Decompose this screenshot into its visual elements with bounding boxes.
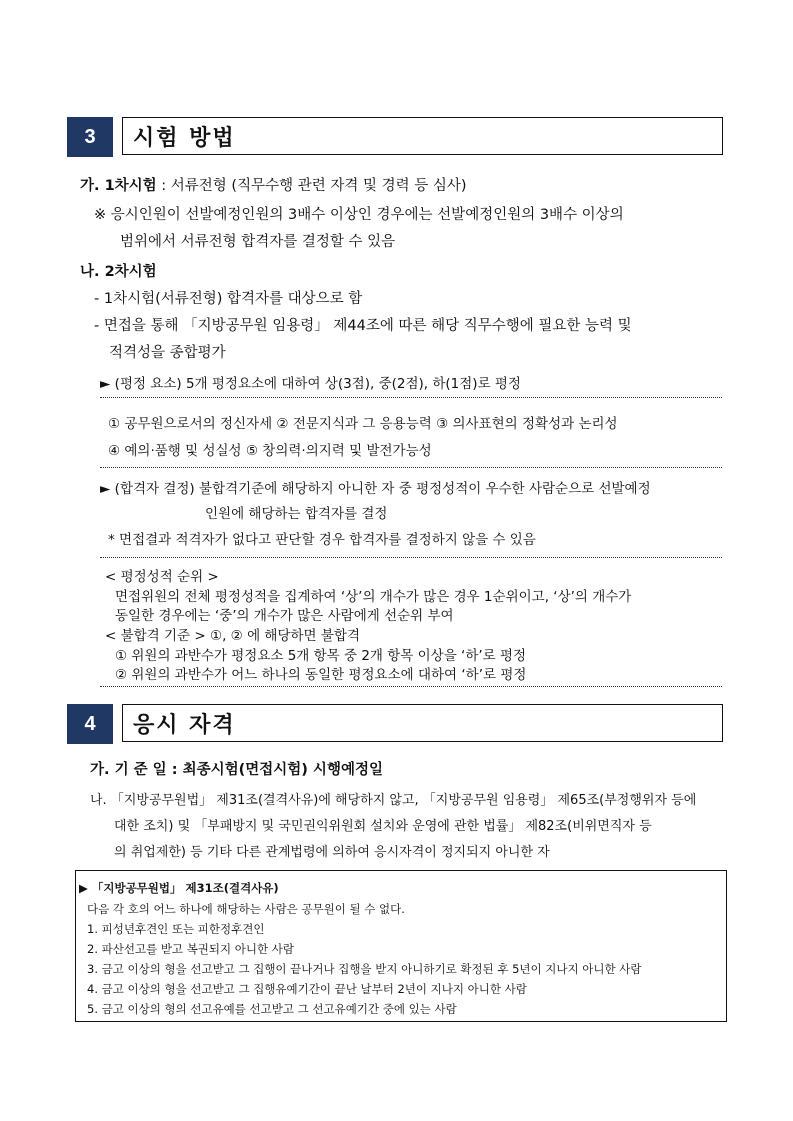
- fail-text: ① 위원의 과반수가 평정요소 5개 항목 중 2개 항목 이상을 ‘하’로 평정: [115, 648, 527, 664]
- dotted-divider: [100, 397, 722, 398]
- pass-line: ► (합격자 결정) 불합격기준에 해당하지 아니한 자 중 평정성적이 우수한 사람순으로 선발예정: [100, 481, 651, 497]
- list-item: 적격성을 종합평가: [109, 345, 226, 361]
- note-text: 범위에서 서류전형 합격자를 결정할 수 있음: [120, 234, 396, 250]
- footnote: * 면접결과 적격자가 없다고 판단할 경우 합격자를 결정하지 않을 수 있음: [108, 532, 536, 548]
- law-item: 1. 피성년후견인 또는 피한정후견인: [87, 922, 265, 936]
- eval-elements: ④ 예의·품행 및 성실성 ⑤ 창의력·의지력 및 발전가능성: [108, 443, 432, 459]
- item-second-exam-label: 나. 2차시험: [80, 264, 157, 280]
- fail-title: < 불합격 기준 > ①, ② 에 해당하면 불합격: [105, 628, 360, 644]
- list-item: - 1차시험(서류전형) 합격자를 대상으로 함: [94, 291, 363, 307]
- law-intro: 다음 각 호의 어느 하나에 해당하는 사람은 공무원이 될 수 없다.: [87, 902, 405, 916]
- eval-elements: ① 공무원으로서의 정신자세 ② 전문지식과 그 응용능력 ③ 의사표현의 정확성과 논리성: [108, 416, 618, 432]
- item-first-exam: [80, 174, 467, 195]
- section-title: 시험 방법: [122, 117, 723, 155]
- law-item: 5. 금고 이상의 형의 선고유예를 선고받고 그 선고유예기간 중에 있는 사람: [87, 1002, 457, 1016]
- law-item: 4. 금고 이상의 형을 선고받고 그 집행유예기간이 끝난 날부터 2년이 지나지 아니한 사람: [87, 982, 527, 996]
- section-title: 응시 자격: [122, 704, 723, 742]
- law-item: 3. 금고 이상의 형을 선고받고 그 집행이 끝나거나 집행을 받지 아니하기로 확정된 후 5년이 지나지 아니한 사람: [87, 962, 642, 976]
- dotted-divider: [100, 686, 722, 687]
- eligibility-text: 나. 「지방공무원법」 제31조(결격사유)에 해당하지 않고, 「지방공무원 임용령」 제65조(부정행위자 등에: [90, 793, 697, 808]
- eval-line: ► (평정 요소) 5개 평정요소에 대하여 상(3점), 중(2점), 하(1점)로 평정: [100, 376, 521, 392]
- list-item: - 면접을 통해 「지방공무원 임용령」 제44조에 따른 해당 직무수행에 필요한 능력 및: [94, 318, 632, 334]
- rank-title: < 평정성적 순위 >: [105, 569, 219, 585]
- item-label: 가. 1차시험: [80, 178, 157, 194]
- law-item: 2. 파산선고를 받고 복권되지 아니한 사람: [87, 942, 294, 956]
- rank-text: 면접위원의 전체 평정성적을 집계하여 ‘상’의 개수가 많은 경우 1순위이고, ‘상’의 개수가: [115, 589, 632, 605]
- note-text: ※ 응시인원이 선발예정인원의 3배수 이상인 경우에는 선발예정인원의 3배수 이상의: [94, 207, 624, 223]
- law-title: ▶ 「지방공무원법」 제31조(결격사유): [79, 881, 279, 895]
- fail-text: ② 위원의 과반수가 어느 하나의 동일한 평정요소에 대하여 ‘하’로 평정: [115, 667, 527, 683]
- eligibility-text: 대한 조치) 및 「부패방지 및 국민권익위원회 설치와 운영에 관한 법률」 제82조(비위면직자 등: [114, 819, 652, 834]
- eligibility-text: 의 취업제한) 등 기타 다른 관계법령에 의하여 응시자격이 정지되지 아니한 자: [114, 845, 550, 860]
- pass-line: 인원에 해당하는 합격자를 결정: [205, 506, 388, 522]
- rank-text: 동일한 경우에는 ‘중’의 개수가 많은 사람에게 선순위 부여: [115, 608, 454, 624]
- section-number: 3: [67, 117, 113, 157]
- dotted-divider: [100, 467, 722, 468]
- dotted-divider: [100, 557, 722, 558]
- reference-date: 가. 기 준 일 : 최종시험(면접시험) 시행예정일: [90, 762, 383, 778]
- item-text: : 서류전형 (직무수행 관련 자격 및 경력 등 심사): [156, 178, 467, 194]
- section-number: 4: [67, 704, 113, 744]
